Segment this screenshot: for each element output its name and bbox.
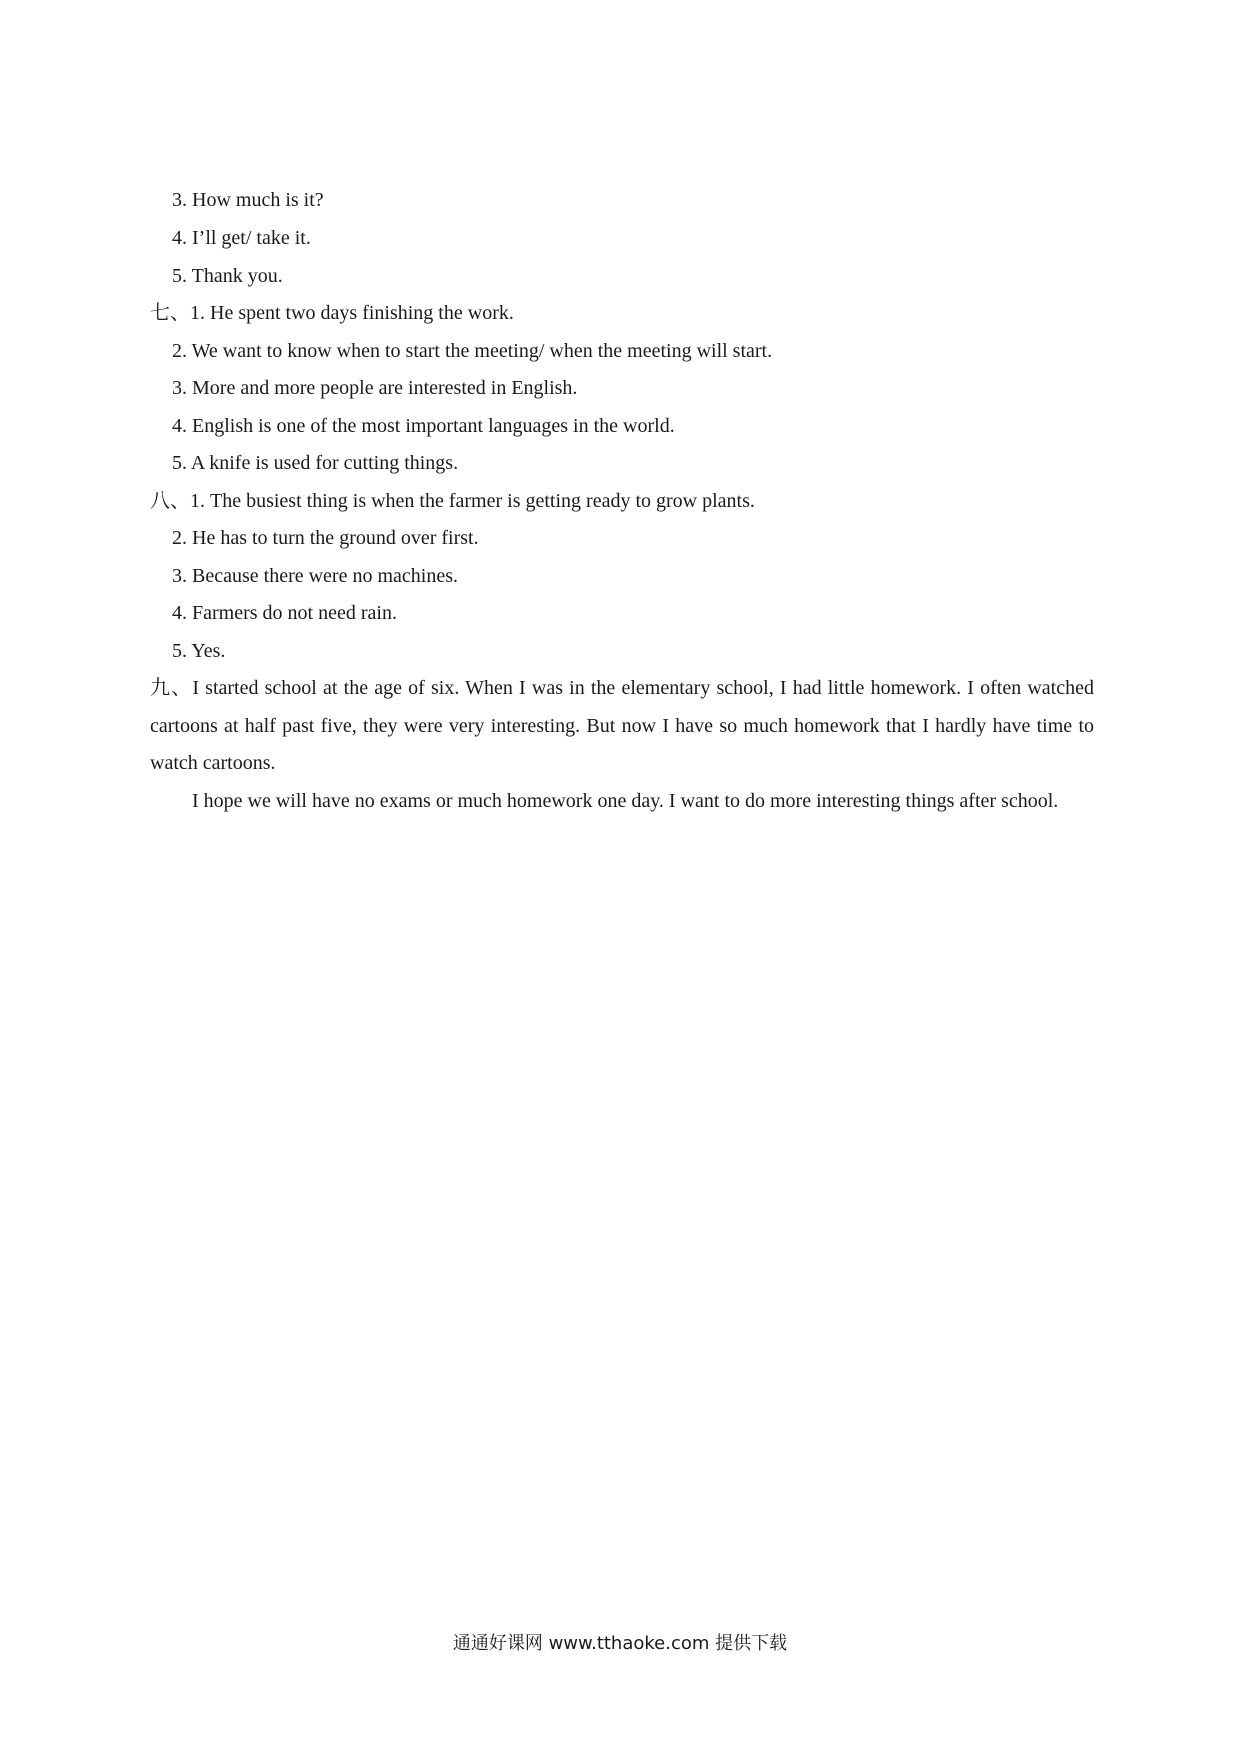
answer-7-5: 5. A knife is used for cutting things.	[172, 452, 459, 474]
section-7-marker: 七、	[150, 302, 190, 324]
answer-7-4: 4. English is one of the most important languages in the world.	[172, 415, 675, 437]
section-8-marker: 八、	[150, 490, 190, 512]
answer-6-3: 3. How much is it?	[172, 189, 324, 211]
answer-9-paragraph-1	[150, 670, 1094, 783]
answer-8-1	[150, 487, 755, 515]
answer-6-4: 4. I’ll get/ take it.	[172, 227, 311, 249]
answer-8-4: 4. Farmers do not need rain.	[172, 602, 397, 624]
answer-9-paragraph-2: I hope we will have no exams or much homework one day. I want to do more interesting things after school.	[192, 790, 1059, 812]
section-9-marker: 九、	[150, 677, 193, 699]
answer-7-2: 2. We want to know when to start the meeting/ when the meeting will start.	[172, 340, 773, 362]
answer-8-1-text: 1. The busiest thing is when the farmer is getting ready to grow plants.	[190, 490, 755, 512]
answer-6-5: 5. Thank you.	[172, 265, 283, 287]
answer-8-2: 2. He has to turn the ground over first.	[172, 527, 479, 549]
answer-7-1	[150, 299, 514, 327]
answer-9-paragraph-1-text: I started school at the age of six. When I was in the elementary school, I had little homework. I often watched cartoons at half past five, they were very interesting. But now I have so much homework that I hardly have time to watch cartoons.	[150, 677, 1094, 775]
page-footer: 通通好课网 www.tthaoke.com 提供下载	[452, 1633, 788, 1654]
answer-7-3: 3. More and more people are interested in English.	[172, 377, 578, 399]
answer-7-1-text: 1. He spent two days finishing the work.	[190, 302, 514, 324]
answer-8-3: 3. Because there were no machines.	[172, 565, 458, 587]
answer-8-5: 5. Yes.	[172, 640, 226, 662]
